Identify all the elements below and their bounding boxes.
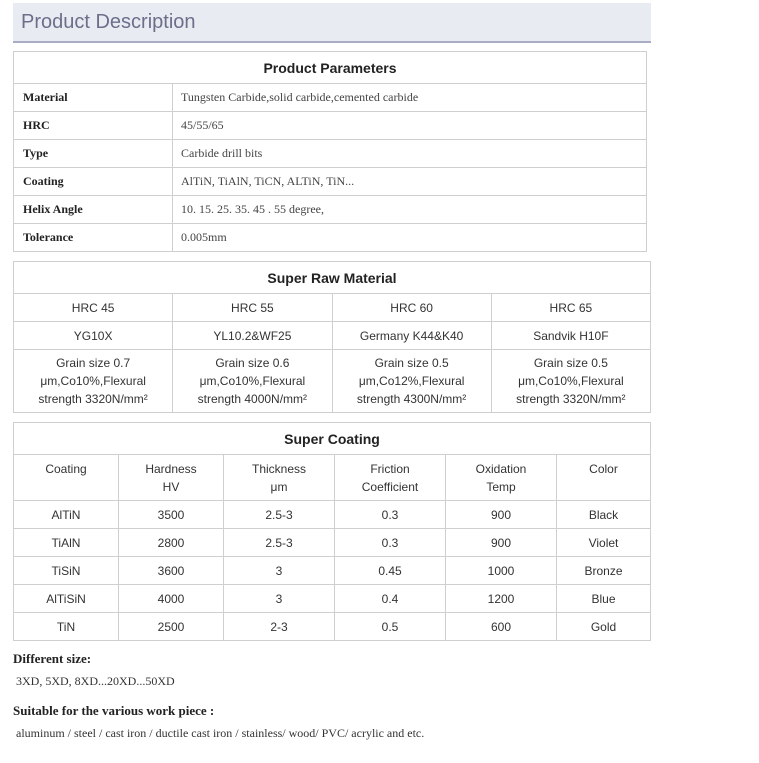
param-value: 45/55/65 [173, 112, 647, 140]
param-value: AlTiN, TiAlN, TiCN, ALTiN, TiN... [173, 168, 647, 196]
grain-line: Grain size 0.5 [374, 356, 449, 370]
table-row [14, 196, 647, 224]
table-cell: 0.3 [335, 529, 446, 557]
table-row [14, 529, 651, 557]
table-cell: 4000 [119, 585, 224, 613]
column-header [335, 455, 446, 501]
table-cell: TiSiN [14, 557, 119, 585]
grade-cell: Germany K44&K40 [332, 322, 491, 350]
table-header-row [14, 455, 651, 501]
grain-cell [173, 350, 332, 413]
param-key: Coating [14, 168, 173, 196]
section-heading: Suitable for the various work piece : [13, 703, 215, 718]
param-key: Type [14, 140, 173, 168]
table-cell: 1200 [446, 585, 557, 613]
table-cell: AlTiSiN [14, 585, 119, 613]
header-line: Hardness [145, 462, 197, 476]
table-row [14, 294, 651, 322]
section-header [13, 3, 651, 43]
hrc-cell: HRC 65 [491, 294, 650, 322]
table-cell: Blue [557, 585, 651, 613]
header-line: Temp [486, 480, 516, 494]
header-line: Friction [370, 462, 410, 476]
grain-line: strength 3320N/mm² [38, 392, 148, 406]
table-row [14, 322, 651, 350]
table-cell: 1000 [446, 557, 557, 585]
header-line: Oxidation [475, 462, 527, 476]
table-cell: 900 [446, 529, 557, 557]
param-key: Material [14, 84, 173, 112]
different-size-section [13, 651, 175, 689]
table-cell: 3 [224, 585, 335, 613]
table-cell: 2-3 [224, 613, 335, 641]
column-header [14, 455, 119, 501]
table-cell: 3500 [119, 501, 224, 529]
product-parameters-table [13, 51, 647, 252]
column-header [224, 455, 335, 501]
param-value: Carbide drill bits [173, 140, 647, 168]
table-row [14, 112, 647, 140]
table-cell: Black [557, 501, 651, 529]
table-cell: 0.5 [335, 613, 446, 641]
table-row [14, 613, 651, 641]
section-heading: Different size: [13, 651, 92, 666]
hrc-cell: HRC 60 [332, 294, 491, 322]
table-title: Product Parameters [14, 52, 647, 84]
param-value: 10. 15. 25. 35. 45 . 55 degree, [173, 196, 647, 224]
table-cell: Bronze [557, 557, 651, 585]
table-row [14, 168, 647, 196]
section-title: Product Description [21, 11, 196, 33]
section-text: 3XD, 5XD, 8XD...20XD...50XD [16, 674, 175, 688]
table-cell: 2800 [119, 529, 224, 557]
table-row [14, 501, 651, 529]
grain-line: Grain size 0.7 [56, 356, 131, 370]
table-cell: 0.3 [335, 501, 446, 529]
table-cell: Violet [557, 529, 651, 557]
grain-cell [491, 350, 650, 413]
grain-cell [14, 350, 173, 413]
header-line: Coating [45, 462, 87, 476]
table-cell: 3 [224, 557, 335, 585]
header-line: Thickness [251, 462, 307, 476]
table-cell: 2.5-3 [224, 529, 335, 557]
header-line: HV [162, 480, 180, 494]
grade-cell: YL10.2&WF25 [173, 322, 332, 350]
grain-line: strength 3320N/mm² [516, 392, 626, 406]
hrc-cell: HRC 45 [14, 294, 173, 322]
table-cell: 3600 [119, 557, 224, 585]
grain-line: μm,Co10%,Flexural [40, 374, 146, 388]
header-line: Coefficient [361, 480, 419, 494]
table-cell: TiAlN [14, 529, 119, 557]
section-text: aluminum / steel / cast iron / ductile cast iron / stainless/ wood/ PVC/ acrylic and etc. [16, 726, 425, 740]
column-header [557, 455, 651, 501]
table-cell: 2500 [119, 613, 224, 641]
super-coating-table [13, 422, 651, 641]
table-cell: 0.45 [335, 557, 446, 585]
table-row [14, 224, 647, 252]
param-value: Tungsten Carbide,solid carbide,cemented carbide [173, 84, 647, 112]
raw-material-table [13, 261, 651, 413]
grain-line: μm,Co12%,Flexural [358, 374, 465, 388]
grain-cell [332, 350, 491, 413]
param-key: Tolerance [14, 224, 173, 252]
param-key: Helix Angle [14, 196, 173, 224]
grade-cell: YG10X [14, 322, 173, 350]
table-row [14, 350, 651, 413]
grade-cell: Sandvik H10F [491, 322, 650, 350]
grain-line: μm,Co10%,Flexural [199, 374, 306, 388]
table-cell: 0.4 [335, 585, 446, 613]
column-header [119, 455, 224, 501]
header-line: Color [589, 462, 618, 476]
table-cell: 2.5-3 [224, 501, 335, 529]
table-row [14, 140, 647, 168]
hrc-cell: HRC 55 [173, 294, 332, 322]
column-header [446, 455, 557, 501]
grain-line: μm,Co10%,Flexural [518, 374, 624, 388]
grain-line: Grain size 0.6 [215, 356, 290, 370]
table-title: Super Raw Material [14, 262, 651, 294]
table-row [14, 557, 651, 585]
table-row [14, 585, 651, 613]
table-row [14, 84, 647, 112]
table-title: Super Coating [14, 423, 651, 455]
table-cell: 900 [446, 501, 557, 529]
param-key: HRC [14, 112, 173, 140]
table-cell: AlTiN [14, 501, 119, 529]
param-value: 0.005mm [173, 224, 647, 252]
table-cell: 600 [446, 613, 557, 641]
work-piece-section [13, 703, 424, 741]
table-cell: Gold [557, 613, 651, 641]
grain-line: strength 4000N/mm² [197, 392, 308, 406]
header-line: μm [270, 480, 288, 494]
grain-line: Grain size 0.5 [533, 356, 608, 370]
table-cell: TiN [14, 613, 119, 641]
grain-line: strength 4300N/mm² [356, 392, 467, 406]
